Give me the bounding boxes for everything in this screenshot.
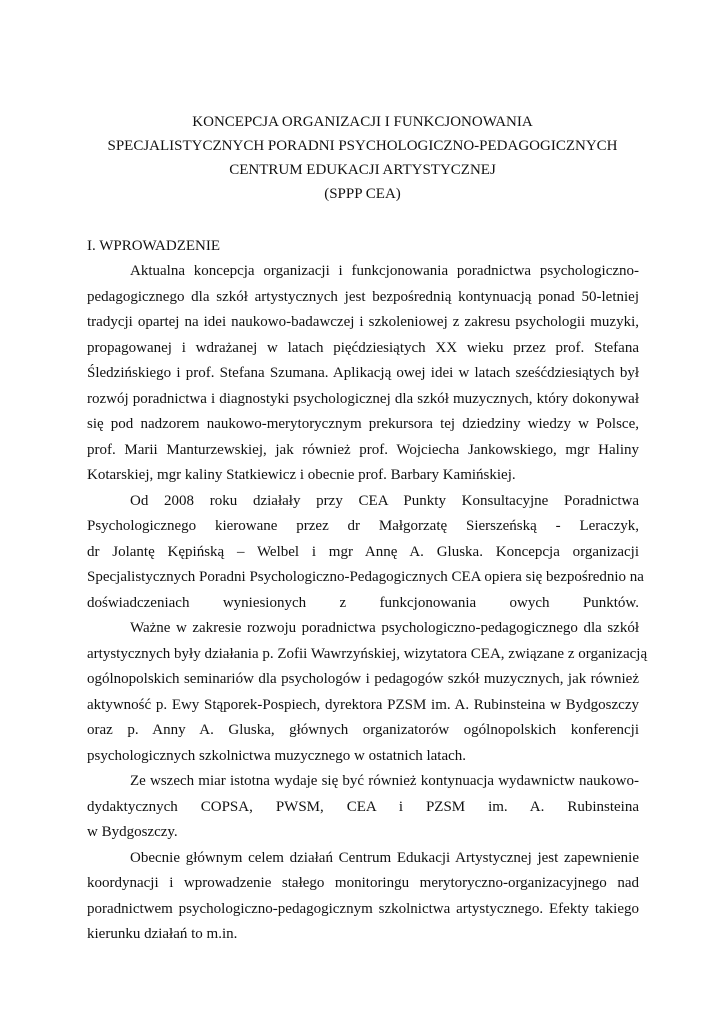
text-line: Obecnie głównym celem działań Centrum Edukacji Artystycznej jest zapewnienie	[130, 849, 639, 866]
text-line: propagowanej i wdrażanej w latach pięćdziesiątych XX wieku przez prof. Stefana	[87, 339, 639, 356]
text-line: pedagogicznego dla szkół artystycznych jest bezpośrednią kontynuacją ponad 50-letniej	[87, 288, 639, 305]
text-line: Ważne w zakresie rozwoju poradnictwa psychologiczno-pedagogicznego dla szkół	[130, 620, 639, 636]
text-line: ogólnopolskich seminariów dla psychologów i pedagogów szkół muzycznych, jak również	[87, 671, 639, 687]
text-line: Śledzińskiego i prof. Stefana Szumana. Aplikacją owej idei w latach sześćdziesiątych był	[87, 365, 639, 381]
paragraph-intro	[87, 259, 639, 489]
text-line: dr Jolantę Kępińską – Welbel i mgr Annę A. Gluska. Koncepcja organizacji	[87, 543, 639, 560]
text-line: Specjalistycznych Poradni Psychologiczno-Pedagogicznych CEA opiera się bezpośrednio na	[87, 569, 644, 585]
title-line: SPECJALISTYCZNYCH PORADNI PSYCHOLOGICZNO-PEDAGOGICZNYCH	[107, 138, 618, 154]
text-line: koordynacji i wprowadzenie stałego monitoringu merytoryczno-organizacyjnego nad	[87, 875, 639, 891]
body-text	[87, 259, 648, 948]
text-line: Psychologicznego kierowane przez dr Małgorzatę Sierszeńską - Leraczyk,	[87, 518, 639, 534]
text-line: artystycznych były działania p. Zofii Wawrzyńskiej, wizytatora CEA, związane z organizacją	[87, 645, 648, 662]
text-line: aktywność p. Ewy Stąporek-Pospiech, dyrektora PZSM im. A. Rubinsteina w Bydgoszczy	[87, 696, 639, 713]
text-line: doświadczeniach wyniesionych z funkcjonowania owych Punktów.	[87, 594, 639, 611]
title-line: CENTRUM EDUKACJI ARTYSTYCZNEJ	[229, 162, 496, 178]
paragraph-development	[87, 616, 648, 769]
text-line: w Bydgoszczy.	[87, 824, 178, 840]
text-line: kierunku działań to m.in.	[87, 926, 238, 942]
text-line: dydaktycznych COPSA, PWSM, CEA i PZSM im. A. Rubinsteina	[87, 798, 639, 815]
text-line: Kotarskiej, mgr kaliny Statkiewicz i obecnie prof. Barbary Kamińskiej.	[87, 467, 516, 483]
text-line: poradnictwem psychologiczno-pedagogicznym szkolnictwa artystycznego. Efekty takiego	[87, 900, 639, 917]
paragraph-publications	[87, 769, 639, 846]
section-heading: I. WPROWADZENIE	[87, 238, 221, 254]
text-line: prof. Marii Manturzewskiej, jak również prof. Wojciecha Jankowskiego, mgr Haliny	[87, 441, 639, 458]
text-line: oraz p. Anny A. Gluska, głównych organizatorów ogólnopolskich konferencji	[87, 722, 639, 738]
document-title	[0, 110, 725, 206]
text-line: Ze wszech miar istotna wydaje się być również kontynuacja wydawnictw naukowo-	[130, 773, 639, 789]
text-line: Aktualna koncepcja organizacji i funkcjonowania poradnictwa psychologiczno-	[130, 263, 639, 279]
paragraph-consultation-points	[87, 489, 644, 617]
paragraph-goals	[87, 846, 639, 948]
text-line: się pod nadzorem naukowo-merytorycznym prekursora tej dziedziny wiedzy w Polsce,	[87, 416, 639, 432]
text-line: rozwój poradnictwa i diagnostyki psychologicznej dla szkół muzycznych, który dokonywał	[87, 390, 639, 407]
title-line: KONCEPCJA ORGANIZACJI I FUNKCJONOWANIA	[192, 114, 533, 130]
title-line: (SPPP CEA)	[324, 186, 401, 202]
text-line: tradycji opartej na idei naukowo-badawczej i szkoleniowej z zakresu psychologii muzyki,	[87, 314, 639, 330]
text-line: Od 2008 roku działały przy CEA Punkty Konsultacyjne Poradnictwa	[130, 492, 639, 509]
text-line: psychologicznych szkolnictwa muzycznego w ostatnich latach.	[87, 747, 467, 764]
